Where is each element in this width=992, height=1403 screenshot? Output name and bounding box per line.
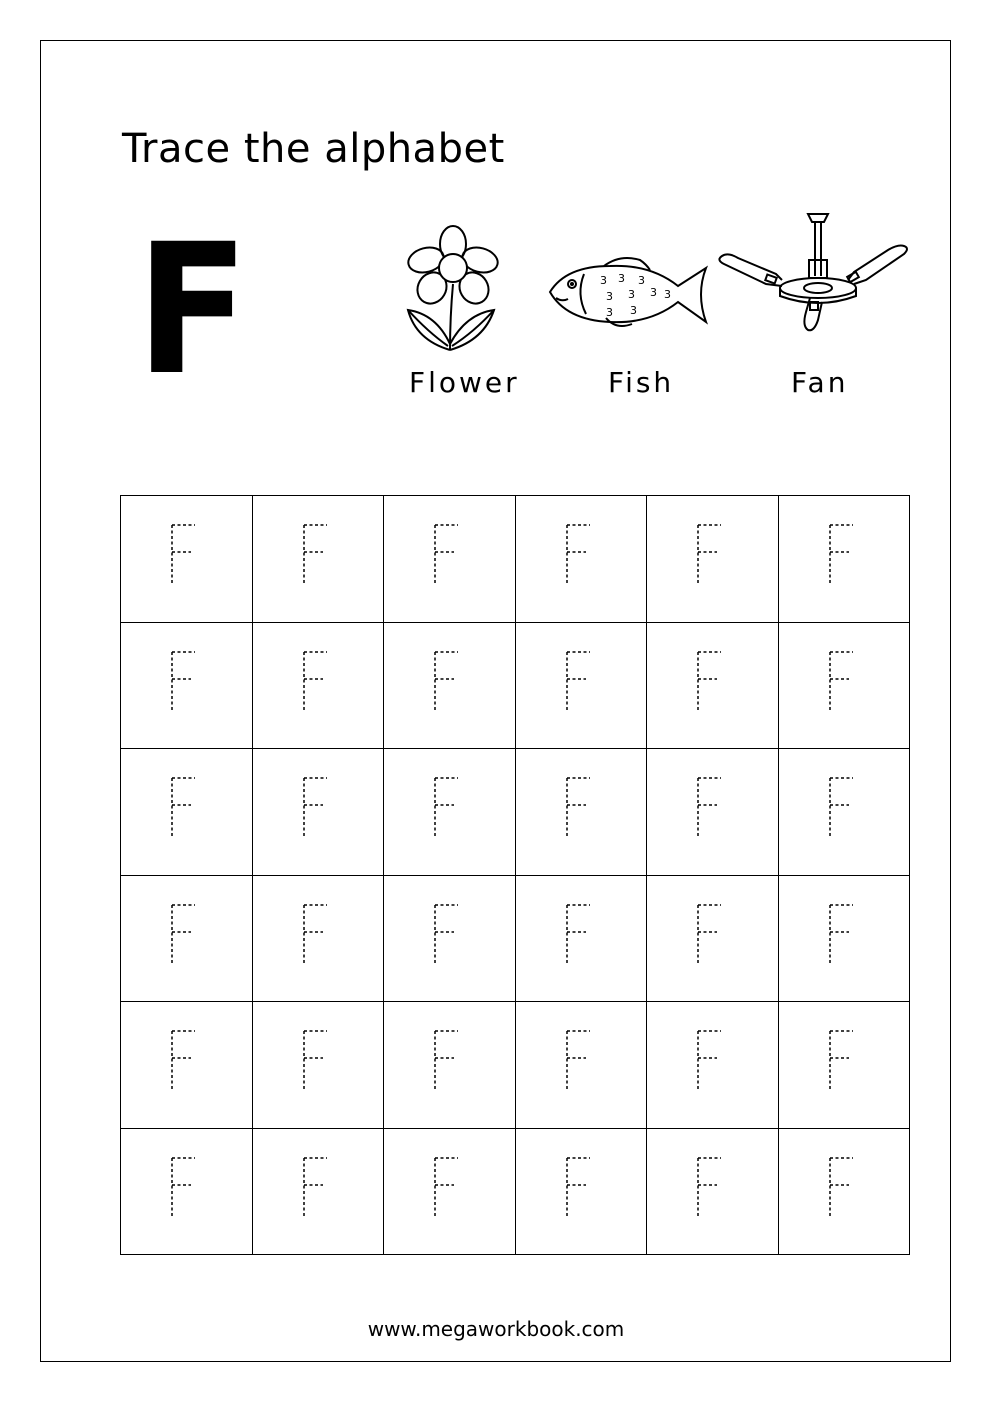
dashed-letter-f <box>564 902 594 968</box>
dashed-letter-f <box>432 649 462 715</box>
trace-cell[interactable] <box>779 749 911 876</box>
dashed-letter-f <box>695 775 725 841</box>
trace-cell[interactable] <box>779 1129 911 1256</box>
dashed-letter-f <box>564 1028 594 1094</box>
trace-cell[interactable] <box>253 876 385 1003</box>
trace-cell[interactable] <box>121 623 253 750</box>
trace-cell[interactable] <box>384 496 516 623</box>
trace-cell[interactable] <box>516 623 648 750</box>
dashed-letter-f <box>695 649 725 715</box>
footer-url: www.megaworkbook.com <box>367 1317 625 1341</box>
svg-text:3: 3 <box>606 290 613 303</box>
dashed-letter-f <box>432 522 462 588</box>
featured-letter: F <box>136 206 250 415</box>
trace-cell[interactable] <box>384 1002 516 1129</box>
fish-icon <box>546 256 712 332</box>
dashed-letter-f <box>827 522 857 588</box>
tracing-grid <box>120 495 910 1255</box>
dashed-letter-f <box>432 1155 462 1221</box>
dashed-letter-f <box>695 522 725 588</box>
trace-cell[interactable] <box>647 496 779 623</box>
trace-cell[interactable] <box>121 1129 253 1256</box>
trace-cell[interactable] <box>779 876 911 1003</box>
trace-cell[interactable] <box>121 1002 253 1129</box>
trace-cell[interactable] <box>779 623 911 750</box>
trace-cell[interactable] <box>647 749 779 876</box>
trace-cell[interactable] <box>121 749 253 876</box>
dashed-letter-f <box>169 649 199 715</box>
dashed-letter-f <box>432 775 462 841</box>
dashed-letter-f <box>301 649 331 715</box>
dashed-letter-f <box>827 1155 857 1221</box>
dashed-letter-f <box>169 902 199 968</box>
trace-cell[interactable] <box>384 876 516 1003</box>
dashed-letter-f <box>169 1028 199 1094</box>
trace-cell[interactable] <box>516 496 648 623</box>
dashed-letter-f <box>301 1155 331 1221</box>
trace-cell[interactable] <box>253 496 385 623</box>
trace-cell[interactable] <box>384 749 516 876</box>
trace-cell[interactable] <box>516 749 648 876</box>
svg-text:3: 3 <box>630 304 637 317</box>
dashed-letter-f <box>827 649 857 715</box>
dashed-letter-f <box>432 902 462 968</box>
picture-label-fish: Fish <box>608 366 675 399</box>
dashed-letter-f <box>564 522 594 588</box>
dashed-letter-f <box>169 775 199 841</box>
trace-cell[interactable] <box>253 1129 385 1256</box>
dashed-letter-f <box>827 775 857 841</box>
dashed-letter-f <box>169 522 199 588</box>
trace-cell[interactable] <box>253 1002 385 1129</box>
trace-cell[interactable] <box>121 496 253 623</box>
svg-text:3: 3 <box>618 272 625 285</box>
trace-cell[interactable] <box>253 749 385 876</box>
ceiling-fan-icon <box>716 210 912 338</box>
dashed-letter-f <box>564 775 594 841</box>
svg-text:3: 3 <box>606 306 613 319</box>
dashed-letter-f <box>827 1028 857 1094</box>
dashed-letter-f <box>301 1028 331 1094</box>
dashed-letter-f <box>564 649 594 715</box>
trace-cell[interactable] <box>647 876 779 1003</box>
picture-label-fan: Fan <box>791 366 849 399</box>
trace-cell[interactable] <box>516 1129 648 1256</box>
dashed-letter-f <box>301 522 331 588</box>
trace-cell[interactable] <box>779 1002 911 1129</box>
dashed-letter-f <box>564 1155 594 1221</box>
svg-text:3: 3 <box>638 274 645 287</box>
svg-text:3: 3 <box>650 286 657 299</box>
dashed-letter-f <box>695 1028 725 1094</box>
trace-cell[interactable] <box>779 496 911 623</box>
trace-cell[interactable] <box>647 623 779 750</box>
dashed-letter-f <box>169 1155 199 1221</box>
trace-cell[interactable] <box>253 623 385 750</box>
trace-cell[interactable] <box>647 1129 779 1256</box>
dashed-letter-f <box>301 902 331 968</box>
trace-cell[interactable] <box>516 1002 648 1129</box>
dashed-letter-f <box>695 1155 725 1221</box>
worksheet-title: Trace the alphabet <box>122 126 505 172</box>
svg-text:3: 3 <box>628 288 635 301</box>
dashed-letter-f <box>301 775 331 841</box>
trace-cell[interactable] <box>121 876 253 1003</box>
dashed-letter-f <box>432 1028 462 1094</box>
trace-cell[interactable] <box>647 1002 779 1129</box>
flower-icon <box>398 222 508 354</box>
trace-cell[interactable] <box>516 876 648 1003</box>
dashed-letter-f <box>695 902 725 968</box>
svg-text:3: 3 <box>600 274 607 287</box>
trace-cell[interactable] <box>384 623 516 750</box>
picture-label-flower: Flower <box>409 366 520 399</box>
dashed-letter-f <box>827 902 857 968</box>
trace-cell[interactable] <box>384 1129 516 1256</box>
svg-text:3: 3 <box>664 288 671 301</box>
